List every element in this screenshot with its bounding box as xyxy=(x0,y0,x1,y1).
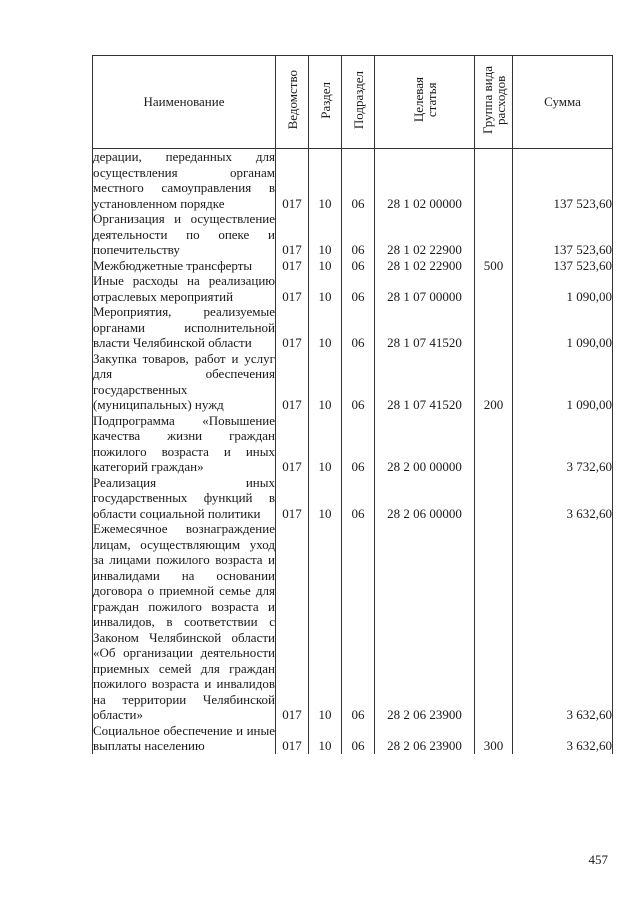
cell-subsection: 06 xyxy=(342,413,375,475)
cell-target: 28 2 06 23900 xyxy=(375,723,475,754)
cell-amount: 1 090,00 xyxy=(513,351,613,413)
cell-amount: 1 090,00 xyxy=(513,304,613,351)
header-name: Наименование xyxy=(93,56,276,149)
header-amount: Сумма xyxy=(513,56,613,149)
cell-expense-group xyxy=(475,211,513,258)
cell-subsection: 06 xyxy=(342,475,375,522)
cell-section: 10 xyxy=(309,211,342,258)
table-row xyxy=(93,475,613,522)
cell-section: 10 xyxy=(309,258,342,274)
cell-department: 017 xyxy=(276,258,309,274)
cell-amount: 1 090,00 xyxy=(513,273,613,304)
cell-name: Реализация иных государственных функций в области социальной политики xyxy=(93,474,275,521)
table-row xyxy=(93,258,613,274)
cell-department: 017 xyxy=(276,351,309,413)
cell-amount: 137 523,60 xyxy=(513,149,613,212)
cell-expense-group: 300 xyxy=(475,723,513,754)
cell-target: 28 1 07 41520 xyxy=(375,351,475,413)
cell-subsection: 06 xyxy=(342,521,375,723)
table-row xyxy=(93,521,613,723)
cell-amount: 3 632,60 xyxy=(513,521,613,723)
header-expense-group-label: Группа вида расходов xyxy=(479,66,508,134)
header-subsection-label: Подраздел xyxy=(350,70,366,130)
header-section-label: Раздел xyxy=(317,81,333,119)
cell-name: Закупка товаров, работ и услуг для обеспечения государственных (муниципальных) нужд xyxy=(93,350,275,412)
cell-expense-group: 200 xyxy=(475,351,513,413)
cell-department: 017 xyxy=(276,273,309,304)
cell-department: 017 xyxy=(276,521,309,723)
cell-amount: 137 523,60 xyxy=(513,258,613,274)
cell-subsection: 06 xyxy=(342,351,375,413)
budget-table xyxy=(92,55,613,754)
cell-target: 28 2 06 00000 xyxy=(375,475,475,522)
cell-name: Межбюджетные трансферты xyxy=(93,258,276,274)
cell-amount: 3 632,60 xyxy=(513,723,613,754)
cell-department: 017 xyxy=(276,723,309,754)
cell-section: 10 xyxy=(309,521,342,723)
cell-subsection: 06 xyxy=(342,149,375,212)
cell-expense-group xyxy=(475,413,513,475)
cell-section: 10 xyxy=(309,149,342,212)
cell-name: Организация и осуществление деятельности по опеке и попечительству xyxy=(93,211,275,257)
header-section xyxy=(309,56,342,149)
cell-expense-group xyxy=(475,521,513,723)
cell-section: 10 xyxy=(309,723,342,754)
cell-section: 10 xyxy=(309,273,342,304)
cell-subsection: 06 xyxy=(342,304,375,351)
cell-department: 017 xyxy=(276,413,309,475)
cell-expense-group xyxy=(475,273,513,304)
cell-department: 017 xyxy=(276,149,309,212)
cell-section: 10 xyxy=(309,304,342,351)
cell-subsection: 06 xyxy=(342,258,375,274)
cell-section: 10 xyxy=(309,475,342,522)
cell-expense-group xyxy=(475,149,513,212)
cell-target: 28 1 07 00000 xyxy=(375,273,475,304)
cell-subsection: 06 xyxy=(342,211,375,258)
table-row xyxy=(93,304,613,351)
cell-section: 10 xyxy=(309,351,342,413)
table-header-row xyxy=(93,56,613,149)
cell-amount: 137 523,60 xyxy=(513,211,613,258)
header-subsection xyxy=(342,56,375,149)
cell-target: 28 1 02 00000 xyxy=(375,149,475,212)
cell-name: Иные расходы на реализацию отраслевых мероприятий xyxy=(93,273,275,304)
cell-target: 28 2 06 23900 xyxy=(375,521,475,723)
cell-department: 017 xyxy=(276,304,309,351)
cell-name: Подпрограмма «Повышение качества жизни граждан пожилого возраста и иных категорий граждан» xyxy=(93,412,275,474)
cell-amount: 3 632,60 xyxy=(513,475,613,522)
cell-subsection: 06 xyxy=(342,723,375,754)
cell-section: 10 xyxy=(309,413,342,475)
cell-expense-group xyxy=(475,304,513,351)
table-row xyxy=(93,273,613,304)
header-expense-group xyxy=(475,56,513,149)
cell-expense-group: 500 xyxy=(475,258,513,274)
cell-subsection: 06 xyxy=(342,273,375,304)
cell-name: дерации, переданных для осуществления органам местного самоуправления в установленном порядке xyxy=(93,149,275,211)
cell-target: 28 1 02 22900 xyxy=(375,258,475,274)
table-row xyxy=(93,149,613,212)
table-row xyxy=(93,413,613,475)
cell-expense-group xyxy=(475,475,513,522)
cell-name: Социальное обеспечение и иные выплаты населению xyxy=(93,722,275,753)
cell-name: Ежемесячное вознаграждение лицам, осуществляющим уход за лицами пожилого возраста и инвалидами на основании договора о приемной семье для граждан пожилого возраста и инвалидов, в соответствии с Законом Челябинской области «Об организации деятельности приемных семей для граждан пожилого возраста и инвалидов на территории Челябинской области» xyxy=(93,521,275,722)
cell-amount: 3 732,60 xyxy=(513,413,613,475)
header-target xyxy=(375,56,475,149)
table-row xyxy=(93,211,613,258)
cell-target: 28 2 00 00000 xyxy=(375,413,475,475)
table-row xyxy=(93,723,613,754)
page-number: 457 xyxy=(588,852,608,867)
cell-department: 017 xyxy=(276,475,309,522)
header-department-label: Ведомство xyxy=(284,70,300,130)
cell-name: Мероприятия, реализуемые органами исполнительной власти Челябинской области xyxy=(93,304,275,350)
cell-target: 28 1 02 22900 xyxy=(375,211,475,258)
header-target-label: Целевая статья xyxy=(410,77,439,123)
table-row xyxy=(93,351,613,413)
cell-department: 017 xyxy=(276,211,309,258)
header-department xyxy=(276,56,309,149)
cell-target: 28 1 07 41520 xyxy=(375,304,475,351)
